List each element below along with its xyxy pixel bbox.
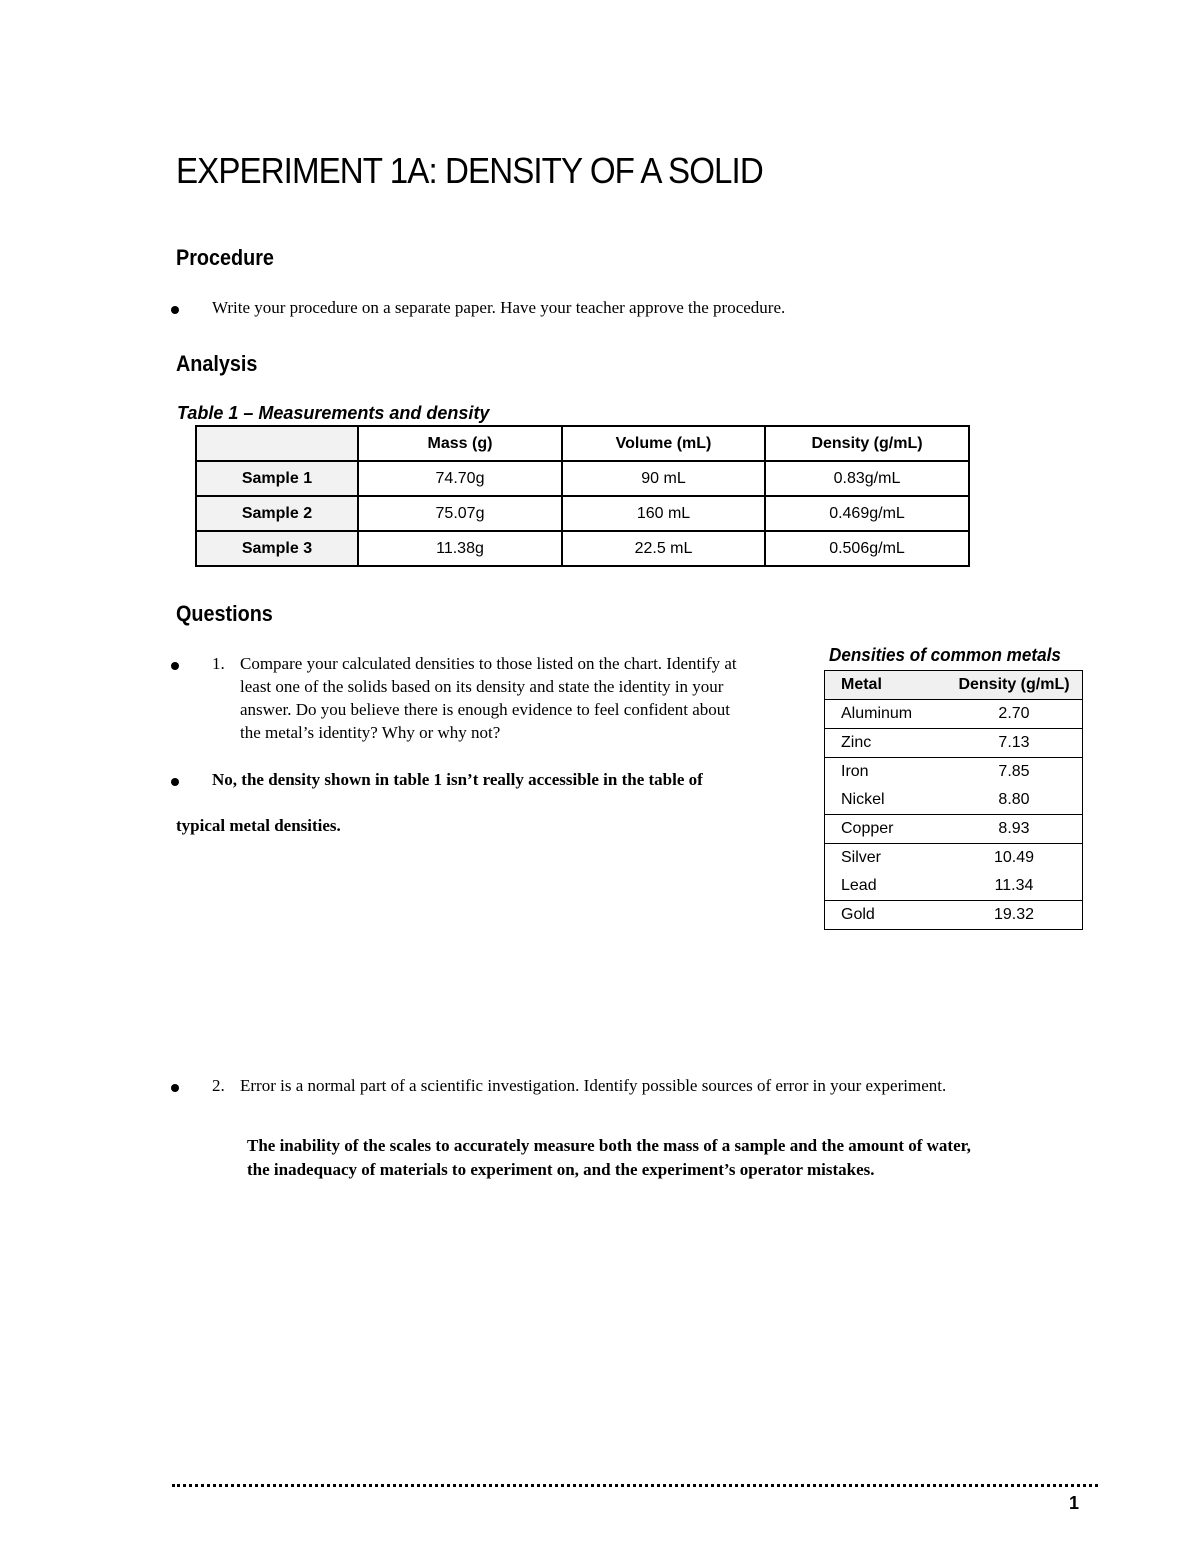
question-2-text: Error is a normal part of a scientific investigation. Identify possible sources of error in your experiment. (240, 1076, 947, 1095)
table-header-cell: Mass (g) (358, 426, 562, 461)
metal-density: 10.49 (946, 844, 1083, 873)
volume-cell: 22.5 mL (562, 531, 765, 566)
bullet-icon (171, 662, 179, 670)
measurements-table (195, 425, 970, 567)
metal-name: Silver (825, 844, 947, 873)
answer-1-line: No, the density shown in table 1 isn’t really accessible in the table of (212, 770, 703, 789)
density-cell: 0.83g/mL (765, 461, 969, 496)
mass-cell: 11.38g (358, 531, 562, 566)
table-header-cell (196, 426, 358, 461)
volume-cell: 90 mL (562, 461, 765, 496)
mass-cell: 75.07g (358, 496, 562, 531)
page-number: 1 (1069, 1493, 1080, 1513)
table-header-cell: Density (g/mL) (765, 426, 969, 461)
procedure-item: Write your procedure on a separate paper. Have your teacher approve the procedure. (212, 298, 786, 317)
table-row (196, 531, 969, 566)
table-row (825, 786, 1083, 815)
question-1-line: least one of the solids based on its density and state the identity in your (240, 677, 724, 696)
table-caption: Table 1 – Measurements and density (177, 403, 490, 423)
metals-table (824, 670, 1083, 930)
metal-density: 19.32 (946, 901, 1083, 930)
bullet-icon (171, 1084, 179, 1092)
metal-density: 8.80 (998, 791, 1030, 808)
question-2-number: 2. (212, 1076, 225, 1095)
metal-name: Lead (841, 877, 877, 894)
table-row (825, 815, 1083, 844)
page-title: EXPERIMENT 1A: DENSITY OF A SOLID (176, 150, 763, 191)
metal-header: Metal (825, 671, 947, 700)
metal-density: 11.34 (994, 877, 1034, 894)
bullet-icon (171, 778, 179, 786)
metal-density: 2.70 (998, 705, 1030, 722)
answer-2-line: The inability of the scales to accurately measure both the mass of a sample and the amount of water, (247, 1136, 971, 1155)
table-row (825, 901, 1083, 930)
metal-density: 8.93 (946, 815, 1083, 844)
questions-heading: Questions (176, 601, 273, 626)
table-row (196, 461, 969, 496)
metal-name: Nickel (841, 791, 885, 808)
question-1-line: Compare your calculated densities to those listed on the chart. Identify at (240, 654, 737, 673)
table-row (825, 758, 1083, 787)
table-row (196, 496, 969, 531)
sample-label: Sample 2 (196, 496, 358, 531)
metal-name: Iron (825, 758, 947, 787)
metal-name: Gold (825, 901, 947, 930)
footer-divider (172, 1484, 1098, 1487)
sample-label: Sample 1 (196, 461, 358, 496)
table-row (825, 872, 1083, 901)
metal-name: Zinc (825, 729, 947, 758)
metal-name: Copper (825, 815, 947, 844)
bullet-icon (171, 306, 179, 314)
table-header-row (825, 671, 1083, 700)
density-cell: 0.469g/mL (765, 496, 969, 531)
metal-density: 7.85 (946, 758, 1083, 787)
mass-cell: 74.70g (358, 461, 562, 496)
density-cell: 0.506g/mL (765, 531, 969, 566)
density-header: Density (g/mL) (946, 671, 1083, 700)
table-header-cell: Volume (mL) (562, 426, 765, 461)
sample-label: Sample 3 (196, 531, 358, 566)
table-row (825, 700, 1083, 729)
metal-name: Aluminum (841, 705, 913, 722)
table-header-row (196, 426, 969, 461)
table-row (825, 729, 1083, 758)
answer-1-line: typical metal densities. (176, 816, 341, 835)
question-1-number: 1. (212, 654, 225, 673)
procedure-heading: Procedure (176, 245, 274, 270)
metal-density: 7.13 (946, 729, 1083, 758)
volume-cell: 160 mL (562, 496, 765, 531)
analysis-heading: Analysis (176, 351, 258, 376)
table-row (825, 844, 1083, 873)
answer-2-line: the inadequacy of materials to experiment on, and the experiment’s operator mistakes. (247, 1160, 875, 1179)
metals-table-caption: Densities of common metals (829, 645, 1061, 665)
question-1-line: answer. Do you believe there is enough evidence to feel confident about (240, 700, 730, 719)
question-1-line: the metal’s identity? Why or why not? (240, 723, 501, 742)
